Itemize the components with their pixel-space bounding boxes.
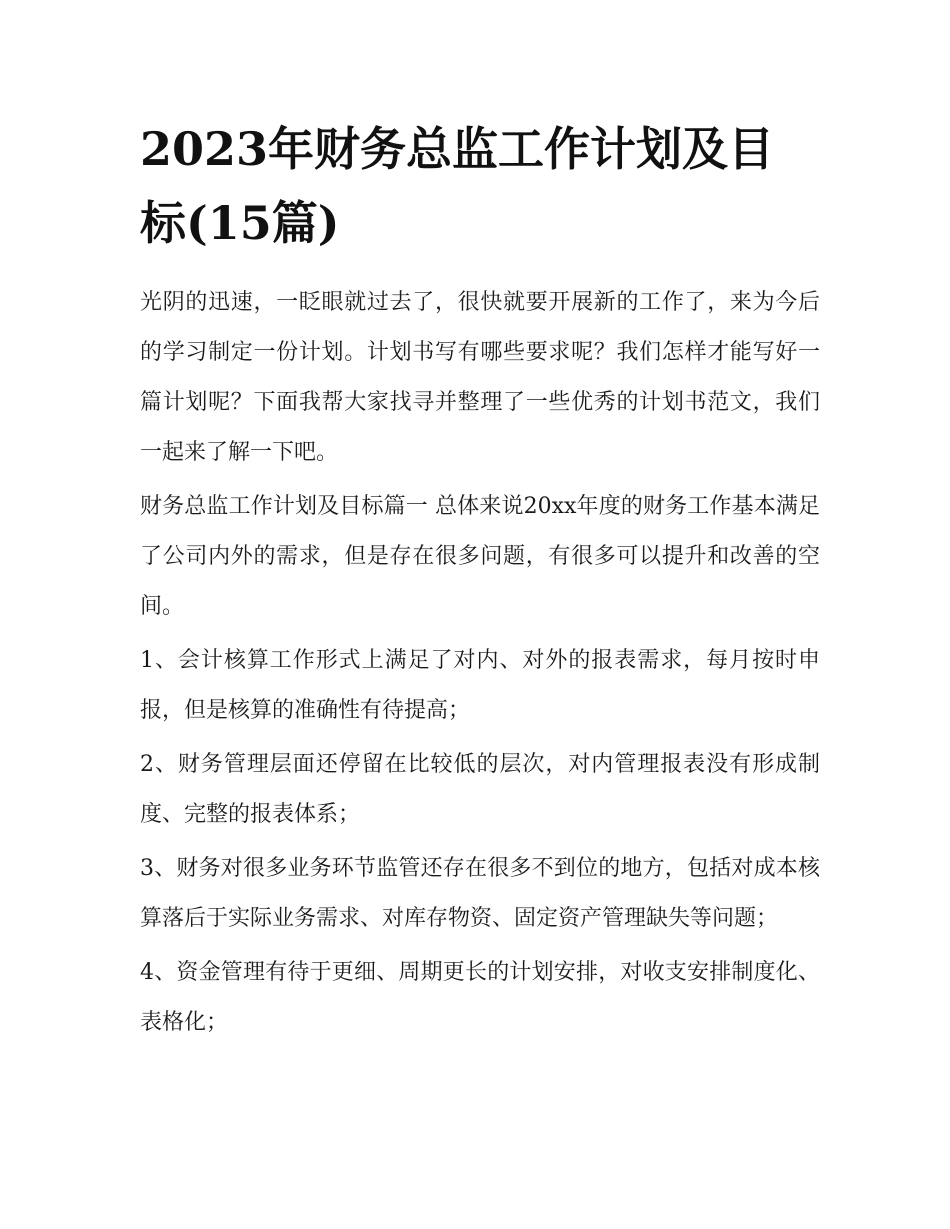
document-title: 2023年财务总监工作计划及目标(15篇) (140, 122, 775, 250)
list-item-3: 3、财务对很多业务环节监管还存在很多不到位的地方，包括对成本核算落后于实际业务需求、对库存物资、固定资产管理缺失等问题； (140, 856, 820, 931)
section-paragraph: 财务总监工作计划及目标篇一 总体来说20xx年度的财务工作基本满足了公司内外的需求，但是存在很多问题，有很多可以提升和改善的空间。 (140, 494, 820, 619)
list-item-1: 1、会计核算工作形式上满足了对内、对外的报表需求，每月按时申报，但是核算的准确性有待提高； (140, 648, 820, 723)
list-item-2: 2、财务管理层面还停留在比较低的层次，对内管理报表没有形成制度、完整的报表体系； (140, 752, 820, 827)
list-item-4: 4、资金管理有待于更细、周期更长的计划安排，对收支安排制度化、表格化； (140, 960, 820, 1035)
intro-paragraph: 光阴的迅速，一眨眼就过去了，很快就要开展新的工作了，来为今后的学习制定一份计划。计划书写有哪些要求呢？我们怎样才能写好一篇计划呢？下面我帮大家找寻并整理了一些优秀的计划书范文，我们一起来了解一下吧。 (140, 290, 820, 465)
document-page (140, 112, 820, 1052)
